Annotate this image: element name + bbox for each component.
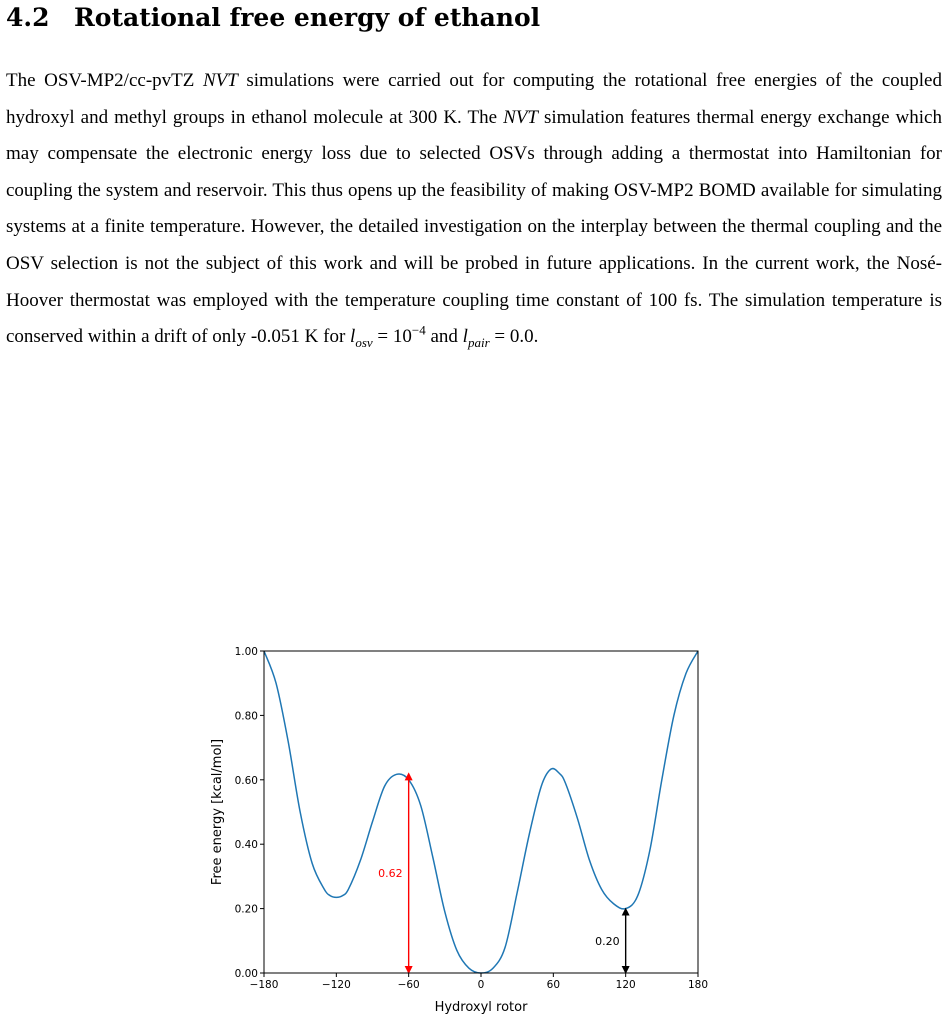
math-l-osv: l: [350, 326, 356, 348]
y-tick-label: 1.00: [234, 646, 258, 658]
math-equals: = 10: [372, 326, 412, 348]
annotation-label: 0.62: [378, 867, 403, 881]
paragraph-text: simulations were carried out for computing the rotational free energies of the coupled hydroxyl and methyl groups in ethanol molecule at 300 K. The: [6, 70, 942, 128]
paragraph-text: and: [425, 326, 463, 348]
x-axis-label: Hydroxyl rotor: [434, 1000, 528, 1015]
math-nvt: NVT: [202, 70, 238, 91]
math-exponent: −4: [411, 322, 426, 338]
y-tick-label: 0.00: [234, 968, 258, 980]
x-tick-label: 60: [546, 979, 561, 991]
x-tick-label: −60: [397, 979, 420, 991]
y-tick-label: 0.20: [234, 903, 258, 916]
plot-frame: [264, 651, 698, 973]
x-tick-label: 120: [615, 979, 636, 991]
math-l-pair: l: [462, 326, 468, 348]
section-heading: [6, 0, 540, 40]
free-energy-chart: [0, 640, 948, 1021]
x-tick-label: −120: [321, 979, 351, 991]
paragraph-text: simulation features thermal energy exchange which may compensate the electronic energy loss due to selected OSVs through adding a thermostat into Hamiltonian for coupling the system and reservoir. This thus opens up the feasibility of making OSV-MP2 BOMD available for simulating systems at a finite temperature. However, the detailed investigation on the interplay between the thermal coupling and the OSV selection is not the subject of this work and will be probed in future applications. In the current work, the Nosé-Hoover thermostat was employed with the temperature coupling time constant of 100 fs. The simulation temperature is conserved within a drift of only -0.051 K for: [6, 106, 942, 348]
x-tick-label: 0: [477, 979, 485, 991]
paragraph-text: The OSV-MP2/cc-pvTZ: [6, 70, 203, 91]
free-energy-series-line: [264, 651, 698, 973]
math-equals: = 0.0.: [489, 326, 539, 348]
x-tick-label: 180: [687, 979, 709, 991]
section-number: 4.2: [6, 3, 50, 32]
math-subscript-osv: osv: [355, 334, 373, 350]
math-nvt: NVT: [503, 106, 538, 128]
y-tick-label: 0.80: [234, 710, 258, 723]
y-tick-label: 0.40: [234, 839, 258, 852]
body-paragraph: [6, 63, 942, 356]
x-tick-label: −180: [249, 979, 279, 991]
section-title: Rotational free energy of ethanol: [74, 3, 541, 32]
y-tick-label: 0.60: [234, 774, 258, 787]
y-axis-label: Free energy [kcal/mol]: [210, 738, 225, 886]
annotation-label: 0.20: [595, 934, 620, 948]
math-subscript-pair: pair: [467, 334, 490, 350]
